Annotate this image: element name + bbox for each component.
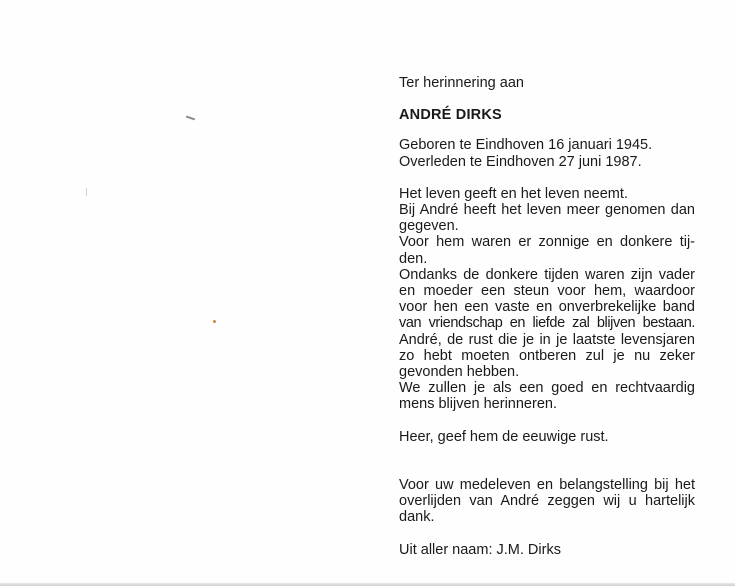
poem-line: André, de rust die je in je laatste levensjaren xyxy=(399,331,695,348)
deceased-name: ANDRÉ DIRKS xyxy=(399,107,502,124)
death-line: Overleden te Eindhoven 27 juni 1987. xyxy=(399,153,642,170)
poem-line: Voor hem waren er zonnige en donkere tij- xyxy=(399,234,695,251)
poem-line: We zullen je als een goed en rechtvaardig xyxy=(399,380,695,397)
poem-line: Ondanks de donkere tijden waren zijn vader xyxy=(399,266,695,283)
memorial-text xyxy=(399,75,695,559)
paper-speck xyxy=(186,116,195,121)
heading: Ter herinnering aan xyxy=(399,75,524,91)
poem-line: zo hebt moeten ontberen zul je nu zeker xyxy=(399,347,695,364)
thanks-line: dank. xyxy=(399,509,435,526)
thanks-line: overlijden van André zeggen wij u hartelijk xyxy=(399,493,695,510)
poem-line: voor hen een vaste en onverbrekelijke band xyxy=(399,299,695,316)
signature: Uit aller naam: J.M. Dirks xyxy=(399,542,561,559)
birth-line: Geboren te Eindhoven 16 januari 1945. xyxy=(399,137,653,154)
paper-speck xyxy=(213,320,216,323)
poem-line: en moeder een steun voor hem, waardoor xyxy=(399,283,695,300)
poem-line: den. xyxy=(399,250,428,267)
poem-line: Het leven geeft en het leven neemt. xyxy=(399,185,628,202)
poem xyxy=(399,186,695,413)
thanks-line: Voor uw medeleven en belangstelling bij het xyxy=(399,476,695,493)
poem-line: Bij André heeft het leven meer genomen dan xyxy=(399,202,695,219)
prayer: Heer, geef hem de eeuwige rust. xyxy=(399,428,609,445)
poem-line: gegeven. xyxy=(399,218,459,235)
poem-line: van vriendschap en liefde zal blijven bestaan. xyxy=(399,315,695,332)
poem-line: mens blijven herinneren. xyxy=(399,396,557,413)
paper-speck xyxy=(86,188,87,196)
life-dates xyxy=(399,137,695,169)
poem-line: gevonden hebben. xyxy=(399,364,520,381)
thanks-note xyxy=(399,477,695,526)
